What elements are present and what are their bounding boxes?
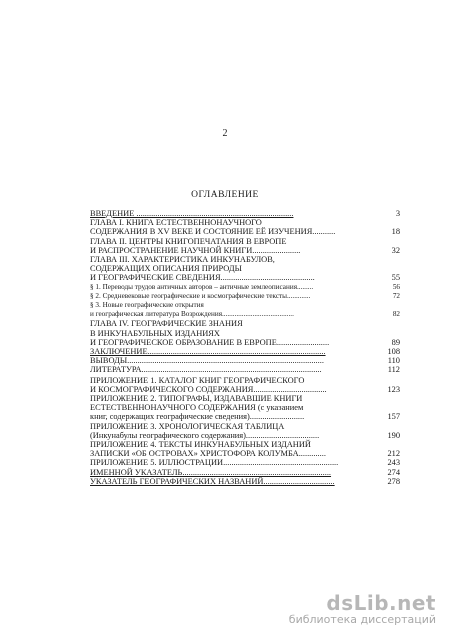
watermark — [289, 593, 436, 626]
toc-entry-name-index — [90, 468, 400, 477]
toc-entry-section-3 — [90, 301, 400, 319]
toc-entry-place-index — [90, 477, 400, 486]
toc-entry-page: 212 — [387, 449, 400, 459]
toc-entry-chapter-3 — [90, 255, 400, 283]
toc-entry-page: 278 — [387, 476, 400, 486]
toc-entry-appendix-4 — [90, 440, 400, 458]
toc-entry-page: 243 — [387, 458, 400, 468]
toc-entry-introduction — [90, 209, 400, 218]
toc-entry-text: ПРИЛОЖЕНИЕ 4. ТЕКСТЫ ИНКУНАБУЛЬНЫХ ИЗДАНИЙ ЗАПИСКИ «ОБ ОСТРОВАХ» ХРИСТОФОРА КОЛУМБА............. — [90, 440, 326, 459]
toc-entry-appendix-2 — [90, 394, 400, 422]
toc-entry-text: ЛИТЕРАТУРА...................................................................................... — [90, 365, 322, 375]
toc-entry-chapter-1 — [90, 218, 400, 236]
toc-entry-appendix-3 — [90, 422, 400, 440]
watermark-tagline: библиотека диссертаций — [288, 613, 436, 626]
toc-entry-text: § 2. Средневековые географические и космографические тексты............. — [90, 291, 311, 300]
toc-entry-text: ВЫВОДЫ.............................................................................................. — [90, 356, 324, 366]
toc-entry-findings — [90, 356, 400, 365]
toc-entry-text: ПРИЛОЖЕНИЕ 5. ИЛЛЮСТРАЦИИ....................................................... — [90, 458, 339, 468]
toc-entry-text: § 1. Переводы трудов античных авторов – античные землеописания......... — [90, 282, 314, 291]
toc-entry-conclusion — [90, 347, 400, 356]
toc-entry-page: 55 — [391, 273, 400, 283]
toc-entry-literature — [90, 365, 400, 374]
toc-entry-text: ПРИЛОЖЕНИЕ 1. КАТАЛОГ КНИГ ГЕОГРАФИЧЕСКОГО И КОСМОГРАФИЧЕСКОГО СОДЕРЖАНИЯ................................... — [90, 375, 327, 394]
toc-entry-text: ГЛАВА IV. ГЕОГРАФИЧЕСКИЕ ЗНАНИЯ В ИНКУНАБУЛЬНЫХ ИЗДАНИЯХ И ГЕОГРАФИЧЕСКОЕ ОБРАЗОВАНИЕ В ЕВРОПЕ......................... — [90, 319, 330, 347]
watermark-logo: dsLib.net — [326, 591, 436, 615]
toc-entry-page: 3 — [395, 209, 400, 218]
toc-heading: ОГЛАВЛЕНИЕ — [191, 190, 259, 200]
table-of-contents — [90, 209, 400, 486]
toc-entry-text: ПРИЛОЖЕНИЕ 2. ТИПОГРАФЫ, ИЗДАВАВШИЕ КНИГИ ЕСТЕСТВЕННОНАУЧНОГО СОДЕРЖАНИЯ (с указанием книг, содержащих географические сведения).......................... — [90, 394, 305, 422]
toc-entry-appendix-1 — [90, 376, 400, 394]
toc-entry-text: ВВЕДЕНИЕ ........................................................................... — [90, 209, 294, 218]
toc-entry-page: 112 — [387, 365, 400, 375]
toc-entry-section-1 — [90, 283, 400, 292]
toc-entry-text: ЗАКЛЮЧЕНИЕ..................................................................................... — [90, 347, 326, 357]
toc-entry-page: 18 — [391, 227, 400, 237]
toc-entry-page: 123 — [387, 384, 400, 394]
toc-entry-page: 157 — [387, 412, 400, 422]
toc-entry-text: ПРИЛОЖЕНИЕ 3. ХРОНОЛОГИЧЕСКАЯ ТАБЛИЦА (Инкунабулы географического содержания)................................... — [90, 421, 320, 440]
toc-entry-page: 82 — [392, 310, 400, 319]
toc-entry-appendix-5 — [90, 458, 400, 467]
toc-entry-text: ИМЕННОЙ УКАЗАТЕЛЬ....................................................................... — [90, 467, 332, 477]
toc-entry-text: ГЛАВА III. ХАРАКТЕРИСТИКА ИНКУНАБУЛОВ, СОДЕРЖАЩИХ ОПИСАНИЯ ПРИРОДЫ И ГЕОГРАФИЧЕСКИЕ СВЕДЕНИЯ............................................. — [90, 255, 315, 283]
toc-entry-page: 56 — [392, 282, 400, 291]
toc-entry-page: 32 — [391, 245, 400, 255]
toc-entry-text: ГЛАВА I. КНИГА ЕСТЕСТВЕННОНАУЧНОГО СОДЕРЖАНИЯ В XV ВЕКЕ И СОСТОЯНИЕ ЕЁ ИЗУЧЕНИЯ........... — [90, 218, 336, 237]
toc-entry-section-2 — [90, 292, 400, 301]
toc-entry-text: УКАЗАТЕЛЬ ГЕОГРАФИЧЕСКИХ НАЗВАНИЙ.................................. — [90, 476, 335, 486]
page-number: 2 — [222, 128, 228, 139]
toc-entry-text: § 3. Новые географические открытия и географическая литература Возрождения........................................ — [90, 301, 294, 319]
toc-entry-page: 89 — [391, 337, 400, 347]
toc-entry-text: ГЛАВА II. ЦЕНТРЫ КНИГОПЕЧАТАНИЯ В ЕВРОПЕ И РАСПРОСТРАНЕНИЕ НАУЧНОЙ КНИГИ....................... — [90, 236, 301, 255]
toc-entry-chapter-2 — [90, 237, 400, 255]
toc-entry-page: 274 — [387, 467, 400, 477]
toc-entry-page: 72 — [392, 291, 400, 300]
toc-entry-chapter-4 — [90, 319, 400, 347]
toc-entry-page: 190 — [387, 430, 400, 440]
toc-entry-page: 110 — [387, 356, 400, 366]
toc-entry-page: 108 — [387, 347, 400, 357]
